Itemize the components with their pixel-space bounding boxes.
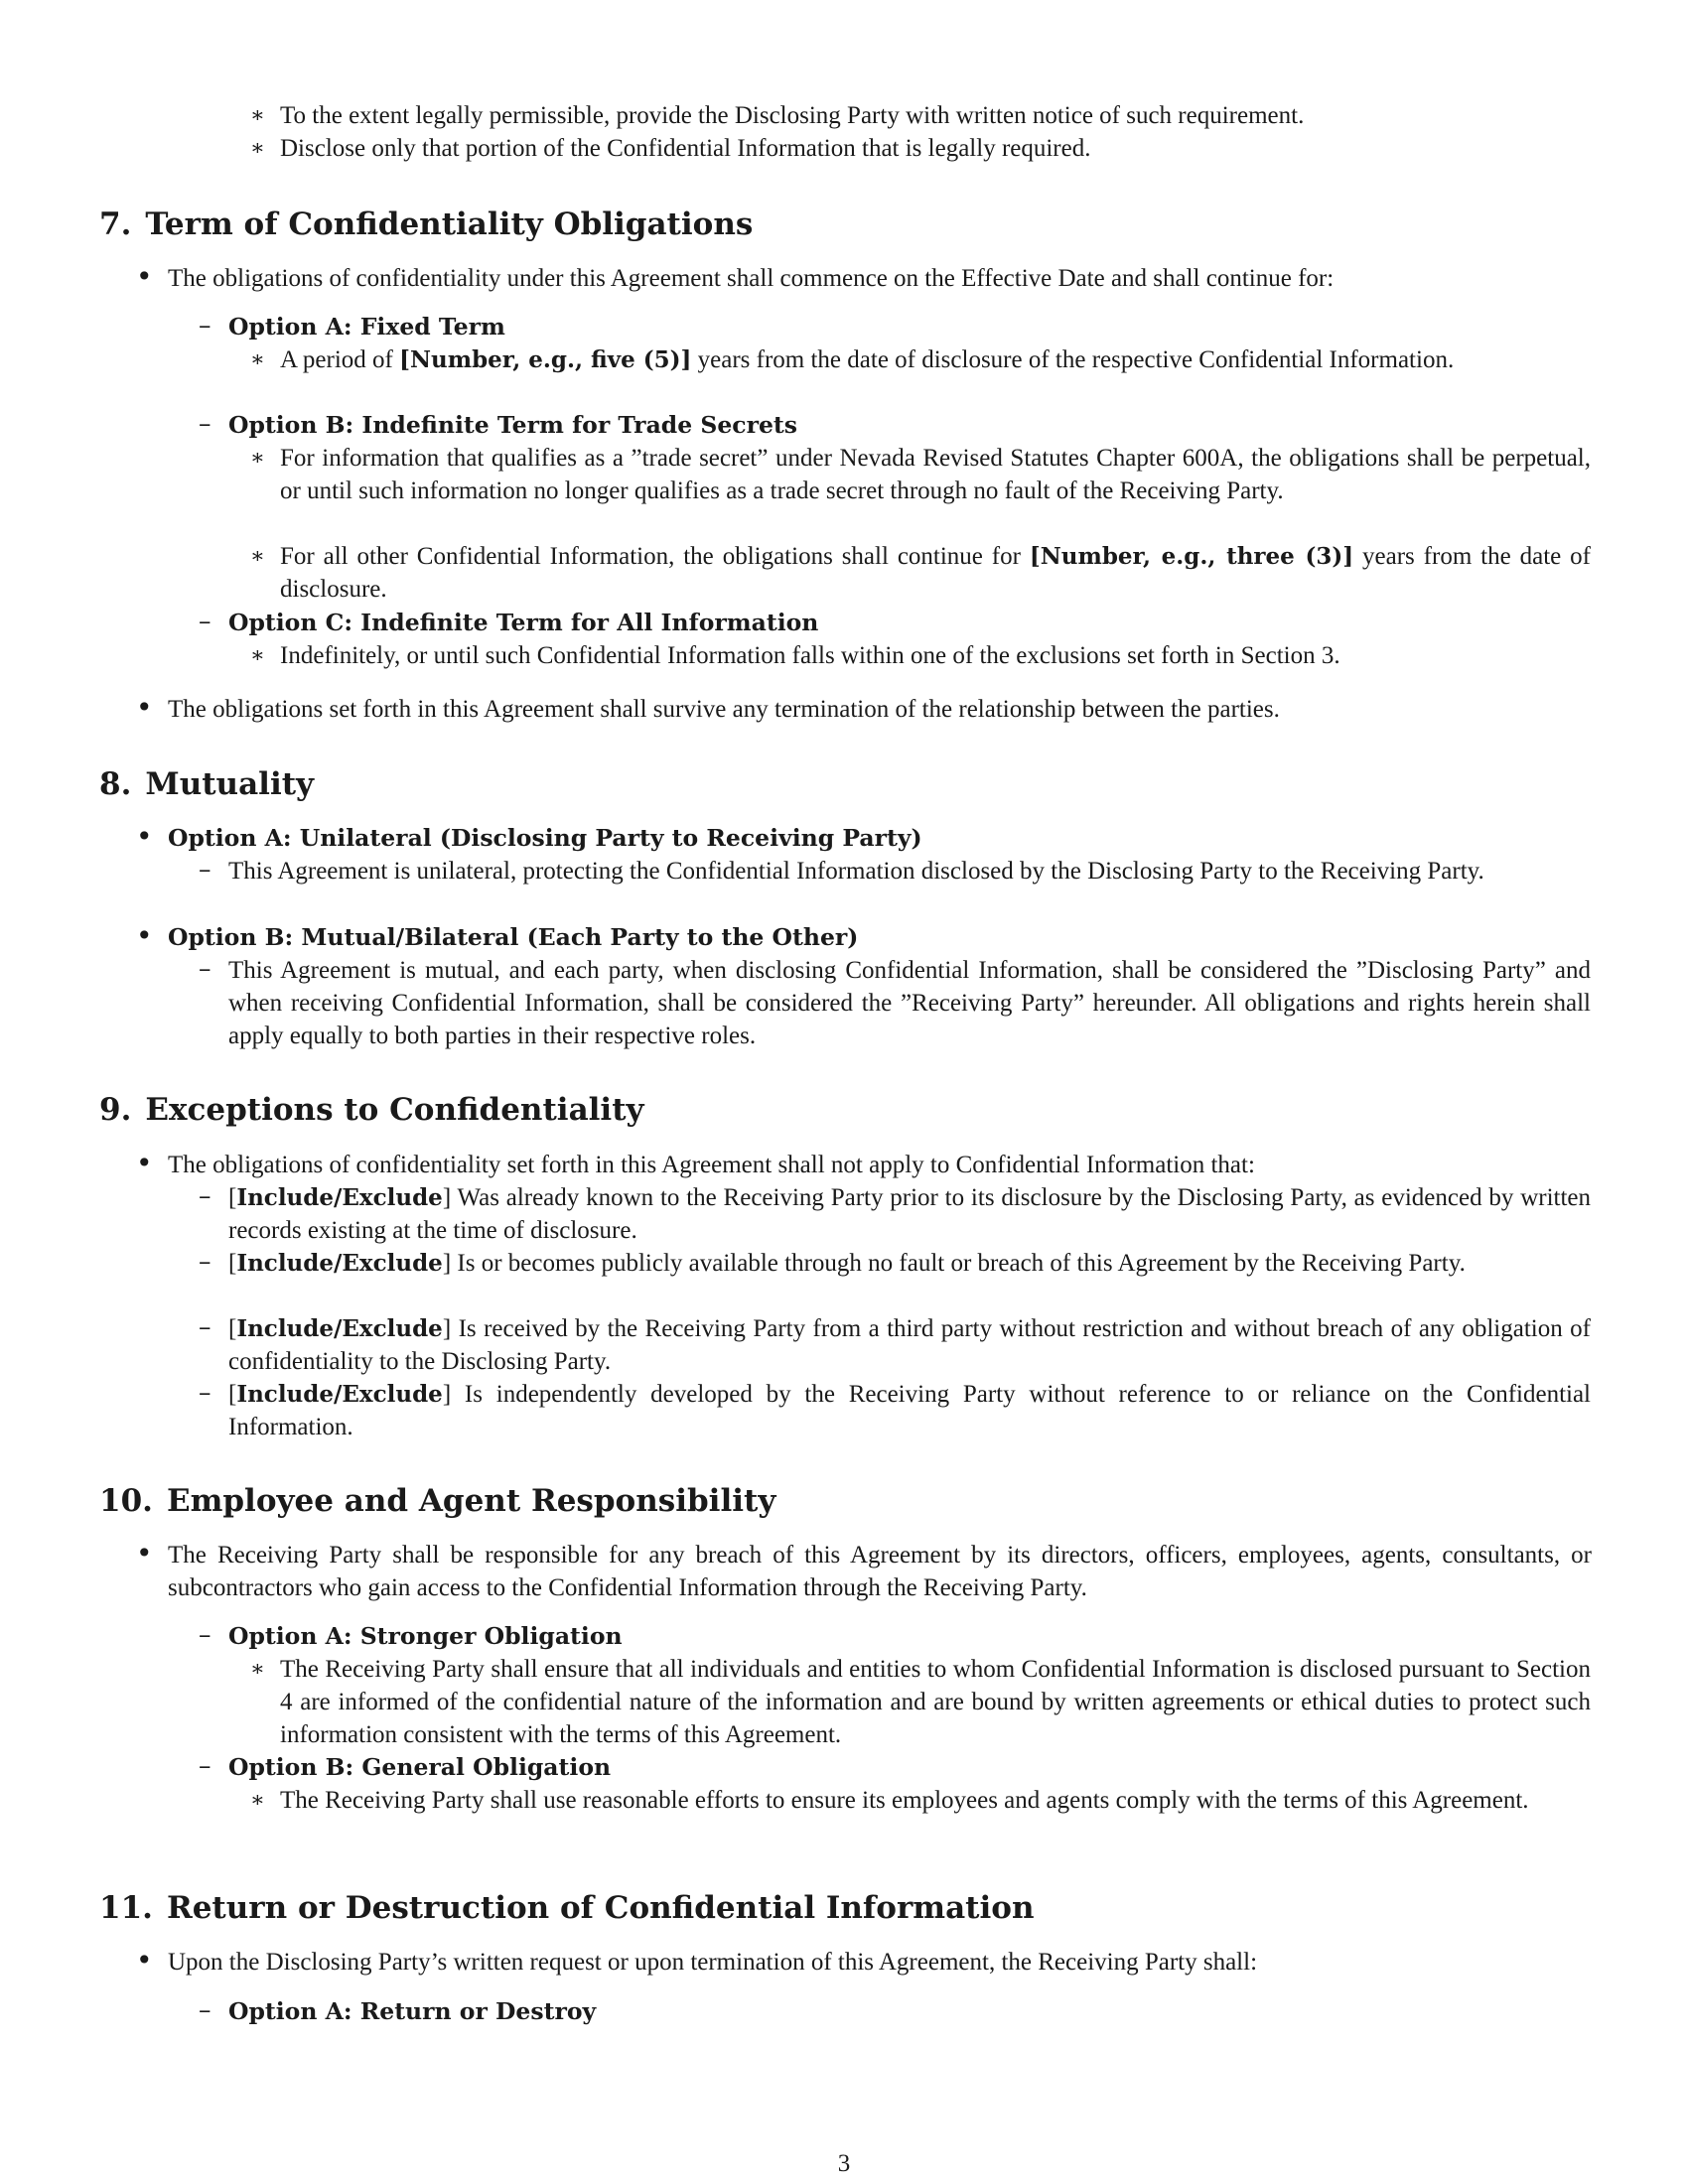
option-label: Option A: Fixed Term bbox=[228, 313, 505, 341]
star-marker: ∗ bbox=[250, 1657, 265, 1682]
list-item: This Agreement is mutual, and each party, when disclosing Confidential Information, shall be considered the ”Disclosing Party” and when receiving Confidential Information, shall be considered the ”Receiving Party” hereunder. All obligations and rights herein shall apply equally to both parties in their respective roles. bbox=[228, 957, 1591, 1049]
star-marker: ∗ bbox=[250, 1788, 265, 1813]
section-intro: Upon the Disclosing Party’s written request or upon termination of this Agreement, the Receiving Party shall: bbox=[168, 1949, 1258, 1976]
section-heading: 10. Employee and Agent Responsibility bbox=[99, 1483, 776, 1519]
dash-marker: – bbox=[199, 1620, 211, 1649]
bullet-marker: • bbox=[136, 260, 153, 293]
option-label: Option A: Unilateral (Disclosing Party to Receiving Party) bbox=[168, 824, 922, 852]
list-item: The Receiving Party shall ensure that all individuals and entities to whom Confidential Information is disclosed pursuant to Section 4 are informed of the confidential nature of the information and are bound by written agreements or ethical duties to protect such information consistent with the terms of this Agreement. bbox=[280, 1656, 1591, 1748]
list-item: Indefinitely, or until such Confidential Information falls within one of the exclusions set forth in Section 3. bbox=[280, 642, 1340, 669]
option-label: Option B: Indefinite Term for Trade Secrets bbox=[228, 411, 798, 439]
dash-marker: – bbox=[199, 1247, 211, 1276]
page-number: 3 bbox=[837, 2150, 851, 2177]
option-label: Option A: Return or Destroy bbox=[228, 1997, 597, 2025]
dash-marker: – bbox=[199, 855, 211, 884]
star-marker: ∗ bbox=[250, 544, 265, 569]
option-label: Option C: Indefinite Term for All Information bbox=[228, 609, 819, 636]
list-item: [Include/Exclude] Is independently developed by the Receiving Party without reference to or reliance on the Confidential Information. bbox=[228, 1381, 1592, 1440]
list-item: [Include/Exclude] Is received by the Receiving Party from a third party without restriction and without breach of any obligation of confidentiality to the Disclosing Party. bbox=[228, 1315, 1591, 1375]
dash-marker: – bbox=[199, 607, 211, 635]
bullet-marker: • bbox=[136, 1944, 153, 1977]
star-marker: ∗ bbox=[250, 446, 265, 471]
bullet-marker: • bbox=[136, 691, 153, 724]
option-label: Option A: Stronger Obligation bbox=[228, 1622, 623, 1650]
bullet-marker: • bbox=[136, 820, 153, 853]
option-label: Option B: General Obligation bbox=[228, 1753, 612, 1781]
list-item: A period of [Number, e.g., five (5)] years from the date of disclosure of the respective Confidential Information. bbox=[280, 346, 1455, 373]
section-intro: The obligations of confidentiality set forth in this Agreement shall not apply to Confidential Information that: bbox=[168, 1152, 1255, 1178]
star-marker: ∗ bbox=[250, 103, 265, 128]
star-marker: ∗ bbox=[250, 643, 265, 668]
star-marker: ∗ bbox=[250, 136, 265, 161]
dash-marker: – bbox=[199, 1181, 211, 1210]
bullet-marker: • bbox=[136, 919, 153, 952]
bullet-marker: • bbox=[136, 1147, 153, 1179]
list-item: For all other Confidential Information, the obligations shall continue for [Number, e.g., three (3)] years from the date of disclosure. bbox=[280, 543, 1591, 603]
list-item: For information that qualifies as a ”trade secret” under Nevada Revised Statutes Chapter 600A, the obligations shall be perpetual, or until such information no longer qualifies as a trade secret through no fault of the Receiving Party. bbox=[280, 445, 1591, 504]
list-item: [Include/Exclude] Is or becomes publicly available through no fault or breach of this Agreement by the Receiving Party. bbox=[228, 1250, 1466, 1277]
section-heading: 9. Exceptions to Confidentiality bbox=[99, 1092, 644, 1128]
list-item: The obligations set forth in this Agreement shall survive any termination of the relationship between the parties. bbox=[168, 696, 1280, 723]
dash-marker: – bbox=[199, 954, 211, 983]
section-heading: 7. Term of Confidentiality Obligations bbox=[99, 206, 754, 242]
bullet-marker: • bbox=[136, 1537, 153, 1570]
list-item: This Agreement is unilateral, protecting the Confidential Information disclosed by the Disclosing Party to the Receiving Party. bbox=[228, 858, 1484, 885]
section-heading: 8. Mutuality bbox=[99, 766, 315, 802]
dash-marker: – bbox=[199, 1312, 211, 1341]
dash-marker: – bbox=[199, 1378, 211, 1407]
dash-marker: – bbox=[199, 311, 211, 340]
option-label: Option B: Mutual/Bilateral (Each Party to the Other) bbox=[168, 923, 859, 951]
list-item: Disclose only that portion of the Confidential Information that is legally required. bbox=[280, 135, 1091, 162]
list-item: To the extent legally permissible, provide the Disclosing Party with written notice of such requirement. bbox=[280, 102, 1305, 129]
dash-marker: – bbox=[199, 1995, 211, 2024]
star-marker: ∗ bbox=[250, 347, 265, 372]
list-item: The Receiving Party shall use reasonable efforts to ensure its employees and agents comply with the terms of this Agreement. bbox=[280, 1787, 1529, 1814]
list-item: [Include/Exclude] Was already known to the Receiving Party prior to its disclosure by the Disclosing Party, as evidenced by written records existing at the time of disclosure. bbox=[228, 1184, 1592, 1244]
dash-marker: – bbox=[199, 409, 211, 438]
section-intro: The obligations of confidentiality under this Agreement shall commence on the Effective Date and shall continue for: bbox=[168, 265, 1335, 292]
section-heading: 11. Return or Destruction of Confidential Information bbox=[99, 1890, 1035, 1926]
dash-marker: – bbox=[199, 1751, 211, 1780]
section-intro: The Receiving Party shall be responsible for any breach of this Agreement by its directors, officers, employees, agents, consultants, or subcontractors who gain access to the Confidential Information through the Receiving Party. bbox=[168, 1542, 1592, 1601]
